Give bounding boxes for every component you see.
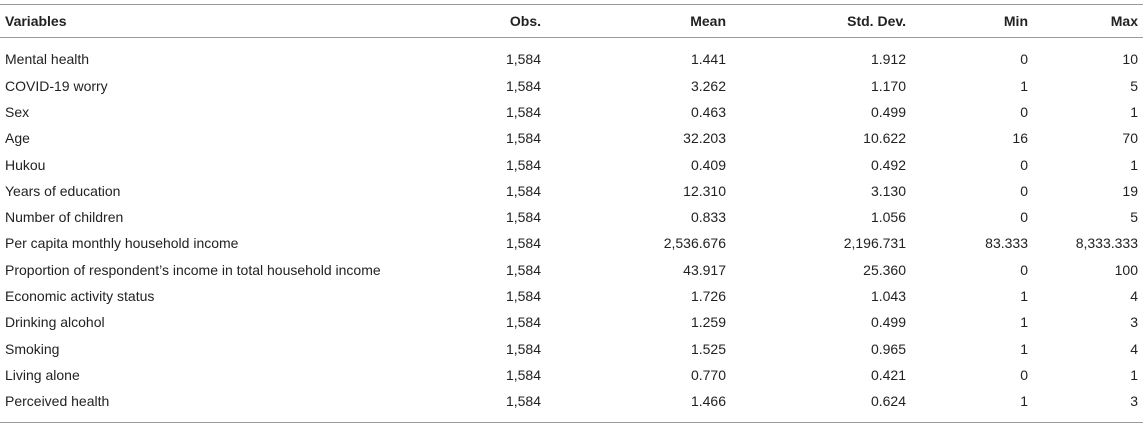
cell-std-dev: 0.965	[870, 340, 906, 357]
cell-std-dev: 3.130	[870, 182, 906, 199]
cell-mean: 1.525	[690, 340, 726, 357]
cell-min: 0	[1020, 182, 1028, 199]
header-std-dev: Std. Dev.	[726, 5, 908, 38]
cell-std-dev: 0.499	[870, 103, 906, 120]
cell-obs: 1,584	[505, 182, 541, 199]
cell-std-dev: 10.622	[863, 130, 906, 147]
cell-mean: 32.203	[683, 130, 726, 147]
cell-mean: 1.441	[690, 51, 726, 68]
cell-obs: 1,584	[505, 209, 541, 226]
cell-variable: Living alone	[5, 366, 80, 383]
cell-max: 1	[1130, 366, 1138, 383]
cell-obs: 1,584	[505, 261, 541, 278]
descriptive-statistics-table	[0, 4, 1143, 423]
table-body	[0, 38, 1143, 423]
cell-obs: 1,584	[505, 366, 541, 383]
cell-max: 19	[1122, 182, 1138, 199]
cell-obs: 1,584	[505, 51, 541, 68]
cell-mean: 0.409	[690, 156, 726, 173]
cell-mean: 2,536.676	[663, 235, 726, 252]
cell-max: 3	[1028, 388, 1143, 422]
cell-max: 5	[1130, 77, 1138, 94]
cell-mean: 1.466	[541, 388, 726, 422]
cell-std-dev: 0.499	[870, 314, 906, 331]
cell-obs: 1,584	[505, 77, 541, 94]
cell-min: 0	[1020, 103, 1028, 120]
table-row	[0, 257, 1143, 283]
header-min: Min	[908, 5, 1028, 38]
cell-max: 1	[1130, 156, 1138, 173]
cell-std-dev: 1.912	[870, 51, 906, 68]
cell-obs: 1,584	[505, 288, 541, 305]
cell-obs: 1,584	[505, 103, 541, 120]
cell-min: 1	[1020, 288, 1028, 305]
table-row	[0, 151, 1143, 177]
cell-max: 8,333.333	[1075, 235, 1138, 252]
table-row	[0, 204, 1143, 230]
cell-mean: 0.463	[690, 103, 726, 120]
table-row	[0, 230, 1143, 256]
cell-std-dev: 0.492	[870, 156, 906, 173]
cell-min: 16	[1012, 130, 1028, 147]
table-row	[0, 309, 1143, 335]
cell-variable: Proportion of respondent’s income in total household income	[5, 261, 381, 278]
cell-min: 1	[1020, 340, 1028, 357]
cell-min: 0	[1020, 209, 1028, 226]
cell-variable: Sex	[5, 103, 30, 120]
cell-variable: Mental health	[5, 51, 90, 68]
cell-obs: 1,584	[465, 388, 541, 422]
cell-min: 1	[1020, 314, 1028, 331]
cell-max: 1	[1130, 103, 1138, 120]
cell-max: 4	[1130, 340, 1138, 357]
cell-std-dev: 0.421	[870, 366, 906, 383]
cell-std-dev: 1.056	[870, 209, 906, 226]
cell-min: 83.333	[985, 235, 1028, 252]
cell-mean: 0.833	[690, 209, 726, 226]
cell-std-dev: 25.360	[863, 261, 906, 278]
cell-max: 10	[1122, 51, 1138, 68]
header-mean: Mean	[541, 5, 726, 38]
header-obs: Obs.	[465, 5, 541, 38]
cell-variable: Age	[5, 130, 30, 147]
table-row	[0, 73, 1143, 99]
cell-variable: Number of children	[5, 209, 124, 226]
cell-variable: Years of education	[5, 182, 121, 199]
cell-max: 3	[1130, 314, 1138, 331]
cell-variable: COVID-19 worry	[5, 77, 108, 94]
cell-obs: 1,584	[505, 314, 541, 331]
cell-mean: 0.770	[690, 366, 726, 383]
cell-max: 100	[1114, 261, 1138, 278]
cell-mean: 1.726	[690, 288, 726, 305]
cell-mean: 3.262	[690, 77, 726, 94]
cell-min: 0	[1020, 51, 1028, 68]
table-row	[0, 362, 1143, 388]
cell-obs: 1,584	[505, 235, 541, 252]
cell-obs: 1,584	[505, 156, 541, 173]
cell-variable: Perceived health	[0, 388, 465, 422]
cell-variable: Hukou	[5, 156, 46, 173]
table-row	[0, 125, 1143, 151]
cell-min: 0	[1020, 156, 1028, 173]
cell-variable: Per capita monthly household income	[5, 235, 239, 252]
table-row	[0, 388, 1143, 422]
table-row	[0, 38, 1143, 73]
table-row	[0, 99, 1143, 125]
cell-mean: 1.259	[690, 314, 726, 331]
cell-variable: Smoking	[5, 340, 60, 357]
cell-max: 70	[1122, 130, 1138, 147]
cell-min: 0	[1020, 366, 1028, 383]
table-row	[0, 335, 1143, 361]
table-header-row	[0, 5, 1143, 38]
header-max: Max	[1028, 5, 1143, 38]
cell-max: 4	[1130, 288, 1138, 305]
table-row	[0, 283, 1143, 309]
cell-std-dev: 1.043	[870, 288, 906, 305]
cell-min: 1	[908, 388, 1028, 422]
cell-max: 5	[1130, 209, 1138, 226]
cell-min: 0	[1020, 261, 1028, 278]
cell-variable: Drinking alcohol	[5, 314, 105, 331]
cell-std-dev: 2,196.731	[843, 235, 906, 252]
table-row	[0, 178, 1143, 204]
cell-obs: 1,584	[505, 340, 541, 357]
cell-mean: 43.917	[683, 261, 726, 278]
cell-obs: 1,584	[505, 130, 541, 147]
cell-variable: Economic activity status	[5, 288, 155, 305]
cell-mean: 12.310	[683, 182, 726, 199]
cell-min: 1	[1020, 77, 1028, 94]
header-variables: Variables	[0, 5, 465, 38]
cell-std-dev: 0.624	[726, 388, 908, 422]
cell-std-dev: 1.170	[870, 77, 906, 94]
